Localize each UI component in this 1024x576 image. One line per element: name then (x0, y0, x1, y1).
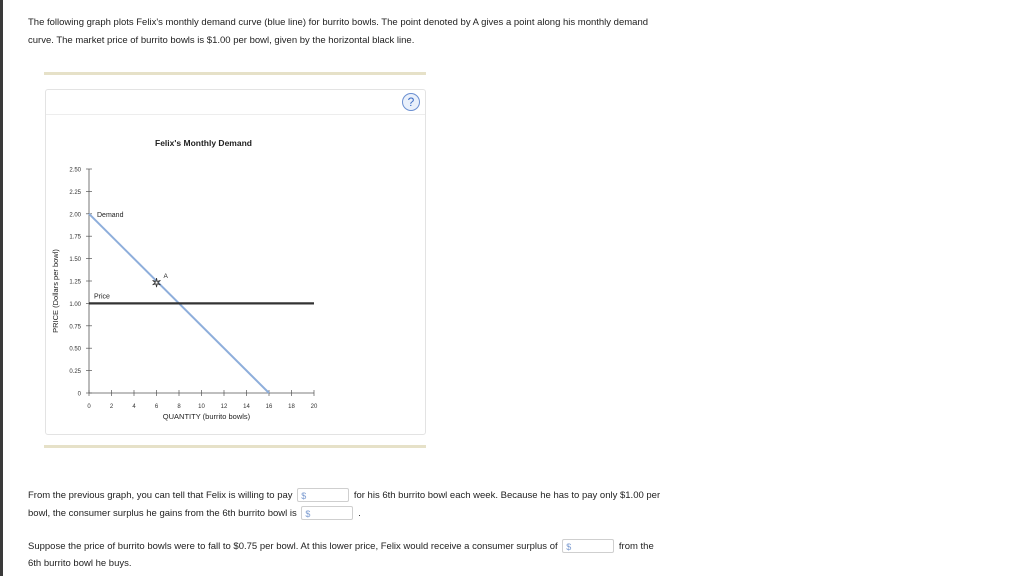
x-tick-label: 8 (177, 404, 181, 410)
x-tick-label: 12 (220, 404, 228, 410)
consumer-surplus-input[interactable] (301, 506, 353, 520)
question-1-text-b: for his 6th burrito bowl each week. Because he has to pay only $1.00 per (353, 490, 661, 501)
y-tick-label: 2.00 (69, 212, 81, 219)
x-tick-label: 6 (154, 404, 159, 410)
x-tick-label: 20 (310, 404, 318, 410)
x-tick-label: 4 (132, 404, 136, 410)
intro-line-2: curve. The market price of burrito bowls is $1.00 per bowl, given by the horizontal black line. (28, 35, 415, 46)
currency-label: $ (566, 542, 572, 553)
window-edge (0, 0, 3, 576)
x-tick-label: 16 (265, 404, 273, 410)
question-2-text-a: Suppose the price of burrito bowls were to fall to $0.75 per bowl. At this lower price, Felix would receive a consumer surplus of (28, 541, 558, 552)
question-1-text-a: From the previous graph, you can tell that Felix is willing to pay (28, 490, 293, 501)
y-tick-label: 1.50 (69, 257, 81, 264)
question-1-line-2 (28, 505, 361, 523)
x-tick-label: 0 (87, 404, 91, 410)
help-icon[interactable]: ? (402, 93, 420, 111)
demand-label: Demand (97, 211, 124, 219)
y-tick-label: 2.50 (69, 167, 81, 174)
intro-line-1: The following graph plots Felix's monthly demand curve (blue line) for burrito bowls. The point denoted by A gives a point along his monthly demand (28, 17, 649, 28)
y-tick-label: 1.25 (69, 279, 81, 286)
y-tick-label: 1.00 (69, 301, 81, 308)
question-2-text-b: from the (618, 541, 654, 552)
question-1-text-c: bowl, the consumer surplus he gains from the 6th burrito bowl is (28, 508, 297, 519)
y-tick-label: 0.50 (69, 346, 81, 353)
y-tick-label: 0 (77, 391, 81, 398)
y-tick-label: 0.25 (69, 369, 81, 376)
question-2-line-1 (28, 538, 654, 556)
question-2-line-2 (28, 555, 132, 573)
x-tick-label: 14 (243, 404, 250, 410)
question-2-text-c: 6th burrito bowl he buys. (28, 558, 132, 569)
chart-title: Felix's Monthly Demand (155, 138, 252, 148)
currency-label: $ (305, 509, 311, 520)
top-divider (44, 72, 426, 75)
willing-to-pay-input[interactable] (297, 488, 349, 502)
currency-label: $ (301, 491, 307, 502)
question-1-line-1 (28, 487, 660, 505)
x-tick-label: 18 (288, 404, 295, 410)
y-tick-label: 1.75 (69, 234, 81, 241)
y-axis-label: PRICE (Dollars per bowl) (51, 249, 60, 333)
x-tick-label: 10 (198, 404, 205, 410)
x-axis-label: QUANTITY (burrito bowls) (162, 412, 251, 421)
point-a-marker: ✶ (151, 276, 162, 290)
x-tick-label: 2 (109, 404, 114, 410)
y-tick-label: 2.25 (69, 189, 81, 196)
y-tick-label: 0.75 (69, 324, 81, 331)
point-a-label: A (163, 273, 168, 280)
price-label: Price (94, 293, 110, 301)
graph-panel[interactable] (45, 89, 426, 435)
lower-price-surplus-input[interactable] (562, 539, 614, 553)
bottom-divider (44, 445, 426, 448)
demand-chart[interactable] (46, 90, 425, 434)
intro-text (28, 14, 678, 50)
question-1-end: . (358, 508, 361, 519)
